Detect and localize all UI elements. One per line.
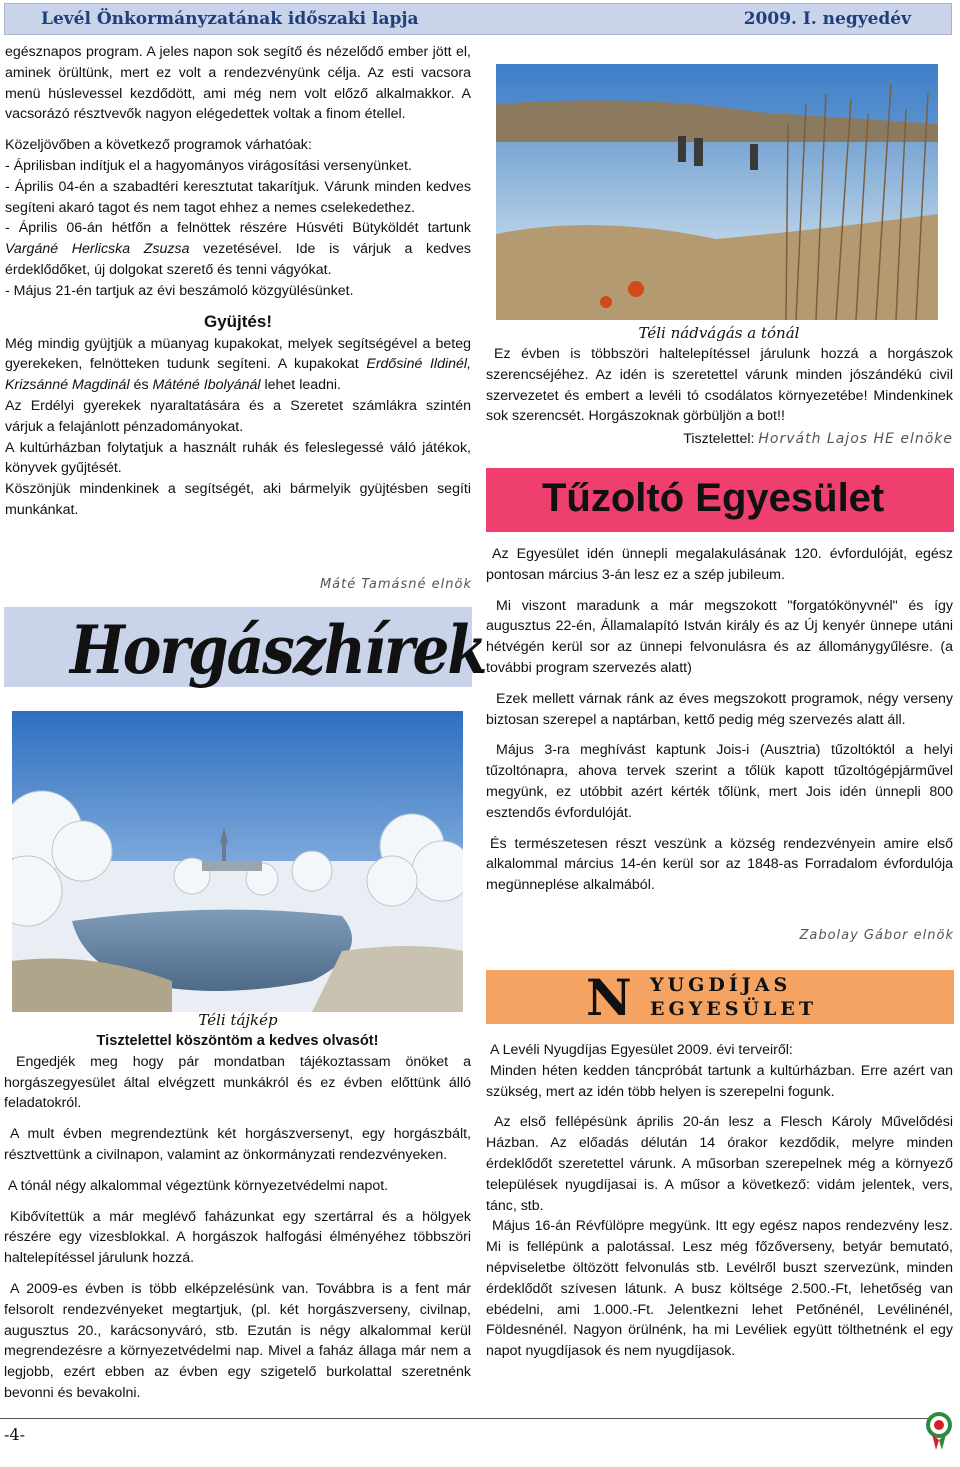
paragraph: A Levéli Nyugdíjas Egyesület 2009. évi terveiről:: [490, 1042, 793, 1058]
paragraph: Az Erdélyi gyerekek nyaraltatására és a Szeretet számlákra szintén várjuk a felajánlott pénzadományokat.: [5, 397, 471, 435]
photo-caption: Téli nádvágás a tónál: [638, 324, 800, 342]
page-header: [4, 3, 952, 35]
horgasz-continued: [486, 344, 953, 450]
horgaszhirek-banner: [4, 607, 486, 690]
paragraph: - Május 21-én tartjuk az évi beszámoló közgyülésünket.: [5, 282, 354, 299]
nyugdijas-banner: [486, 968, 954, 1027]
paragraph: Mi viszont maradunk a már megszokott "forgatókönyvnél" és így augusztus 22-én, Államalapító István király és az Új kenyér ünnepe utáni hétvégén kerül sor az ünnepi felvonulásra és az állománygyűlésre. (a további program szervezés alatt): [486, 597, 953, 676]
paragraph: egésznapos program. A jeles napon sok segítő és nézelődő ember jött el, aminek örültünk, mert ez volt a rendezvényünk célja. Az esti vacsora menü húslevessel kezdődött, ami még nem volt előző alkalmakkor. A vacsorázó résztvevők nagyon elégedettek voltak a finom étellel.: [5, 44, 471, 123]
paragraph: Május 16-án Révfülöpre megyünk. Itt egy egész napos rendezvény lesz. Mi is fellépünk a palotással. Lesz még főzőverseny, betyár bemutató, népviseletbe öltözött felvonulás stb. Levélről buszt szervezünk, minden érdeklődőt szívesen látunk. A busz költsége 2.500.-Ft, lehetőség van ebédelni, ami 1.000.-Ft. Jelentkezni lehet Petőnénél, Levélinénél, Földesnénél. Nagyon örülnénk, ha mi Levéliek együtt tölthetnénk el egy napot nyugdíjasok és nem nyugdíjasok.: [486, 1218, 953, 1360]
paragraph: Az első fellépésünk április 20-án lesz a Flesch Károly Művelődési Házban. Az előadás délután 14 órakor kezdődik, melyre minden érdeklődőt szeretettel várunk. A műsorban szerepelnek még a környező települések nyugdíjasai is. A műsor a következő: vidám jelentek, vers, tánc, stb.: [486, 1114, 953, 1214]
footer-rule: [0, 1418, 940, 1419]
paragraph: Engedjék meg hogy pár mondatban tájékoztassam önöket a horgászegyesület által elvégzett munkákról és ez évben előttünk álló feladatokról.: [4, 1053, 471, 1112]
paragraph: Köszönjük mindenkinek a segítségét, aki bármelyik gyüjtésben segíti munkánkat.: [5, 481, 471, 518]
regards-line: Tisztelettel: Horváth Lajos HE elnöke: [683, 431, 953, 448]
paragraph: Még mindig gyüjtjük a müanyag kupakokat, melyek segítségével a beteg gyerekeken, felnötteken tudunk segíteni. A kupakokat Erdősiné Ildinél, Krizsánné Magdinál és Máténé Ibolyánál lehet leadni.: [5, 335, 472, 394]
paragraph: - Április 04-én a szabadtéri keresztutat takarítjuk. Várunk minden kedves segíteni akaró tagot és nem tagot ehhez a nemes cselekedethez.: [5, 178, 471, 216]
horgasz-article: [4, 1031, 471, 1404]
greeting: Tisztelettel köszöntöm a kedves olvasót!: [96, 1033, 379, 1049]
reed-cutting-photo: [496, 64, 938, 320]
horgaszhirek-title: Horgászhírek: [70, 611, 486, 690]
paragraph: - Április 06-án hétfőn a felnöttek részére Húsvéti Bütyköldét tartunk Vargáné Herlicska Zsuzsa vezetésével. Ide is várjuk a kedves érdeklődőket, új dolgokat szerető és tenni vágyókat.: [5, 220, 472, 278]
paragraph: Minden héten kedden táncpróbát tartunk a kultúrházban. Erre azért van szükség, mert az idén több helyen is szerepelni fogunk.: [486, 1062, 953, 1100]
paragraph: A mult évben megrendeztünk két horgászversenyt, egy horgászbált, résztvettünk a civilnapon, valamint az önkormányzati rendezvényeken.: [4, 1126, 471, 1163]
photo-caption: Téli tájkép: [198, 1011, 278, 1029]
paragraph: Az Egyesület idén ünnepli megalakulásának 120. évfordulóját, egész pontosan március 3-án lesz ez a szép jubileum.: [486, 546, 953, 583]
nyugdijas-title-line1: YUGDÍJAS: [650, 974, 792, 996]
tuzolto-title: Tűzoltó Egyesület: [542, 476, 885, 520]
gyujtes-heading: Gyüjtés!: [203, 311, 273, 331]
issue-date: 2009. I. negyedév: [743, 9, 911, 29]
winter-landscape-photo: [12, 711, 463, 1012]
paragraph: És természetesen részt veszünk a község rendezvényein amire első alkalommal március 14-én kerül sor az 1848-as Forradalom évfordulója megünneplése alkalmából.: [486, 835, 953, 894]
rosette-icon: [922, 1410, 956, 1450]
tuzolto-banner: [486, 468, 954, 532]
page-number: -4-: [4, 1425, 25, 1444]
paragraph: A kultúrházban folytatjuk a használt ruhák és feleslegessé váló játékok, könyvek gyűjtését.: [5, 439, 471, 477]
paragraph: A 2009-es évben is több elképzelésünk van. Továbbra is a fent már felsorolt rendezvényeket megtartjuk, (pl. két horgászverseny, civilnap, augusztus 20., karácsonyváró, stb. Ezután is négy alkalommal kerül megrendezésre a környezetvédelmi nap. Mivel a faház állaga már nem a legjobb, ezért ebben az évben egy szigetelő burkolattal szeretnénk bevonni és bevakolni.: [4, 1280, 471, 1401]
paragraph: Ezek mellett várnak ránk az éves megszokott programok, négy verseny biztosan szerepel a naptárban, kettő pedig még szervezés alatt áll.: [486, 690, 953, 728]
paragraph: - Áprilisban indítjuk el a hagyományos virágosítási versenyünket.: [5, 157, 412, 174]
nyugdijas-article: [486, 1040, 953, 1362]
nyugdijas-initial: N: [586, 968, 632, 1027]
nyugdijas-title-line2: EGYESÜLET: [650, 998, 818, 1020]
civil-article: [5, 42, 471, 521]
signature: Zabolay Gábor elnök: [799, 928, 954, 943]
signature: Máté Tamásné elnök: [319, 577, 472, 592]
paragraph: Május 3-ra meghívást kaptunk Jois-i (Ausztria) tűzoltóktól a helyi tűzoltónapra, ahova tervek szerint a tőlük kapott tűzoltógépjárművel megyünk, ez utóbbit azért kérték tőlünk, mert Jois idén ünnepli 800 esztendős évfordulóját.: [486, 742, 953, 821]
paragraph: Kibővítettük a már meglévő faházunkat egy szertárral és a hölgyek részére egy vizesblokkal. A horgászok halfogási élményéhez többszöri haltelepítéssel járulunk hozzá.: [4, 1208, 471, 1267]
publication-title: Levél Önkormányzatának időszaki lapja: [41, 9, 419, 29]
tuzolto-article: [486, 544, 953, 896]
paragraph: Közeljövőben a következő programok várhatóak:: [5, 137, 312, 154]
paragraph: Ez évben is többszöri haltelepítéssel járulunk hozzá a horgászok szerencséjéhez. Az idén is szeretettel várunk minden jószándékú civil szervezetet és embert a levéli tó csodálatos környezetébe! Mindenkinek sok szerencsét. Horgászoknak görbüljön a bot!!: [486, 346, 953, 425]
paragraph: A tónál négy alkalommal végeztünk környezetvédelmi napot.: [8, 1177, 389, 1194]
